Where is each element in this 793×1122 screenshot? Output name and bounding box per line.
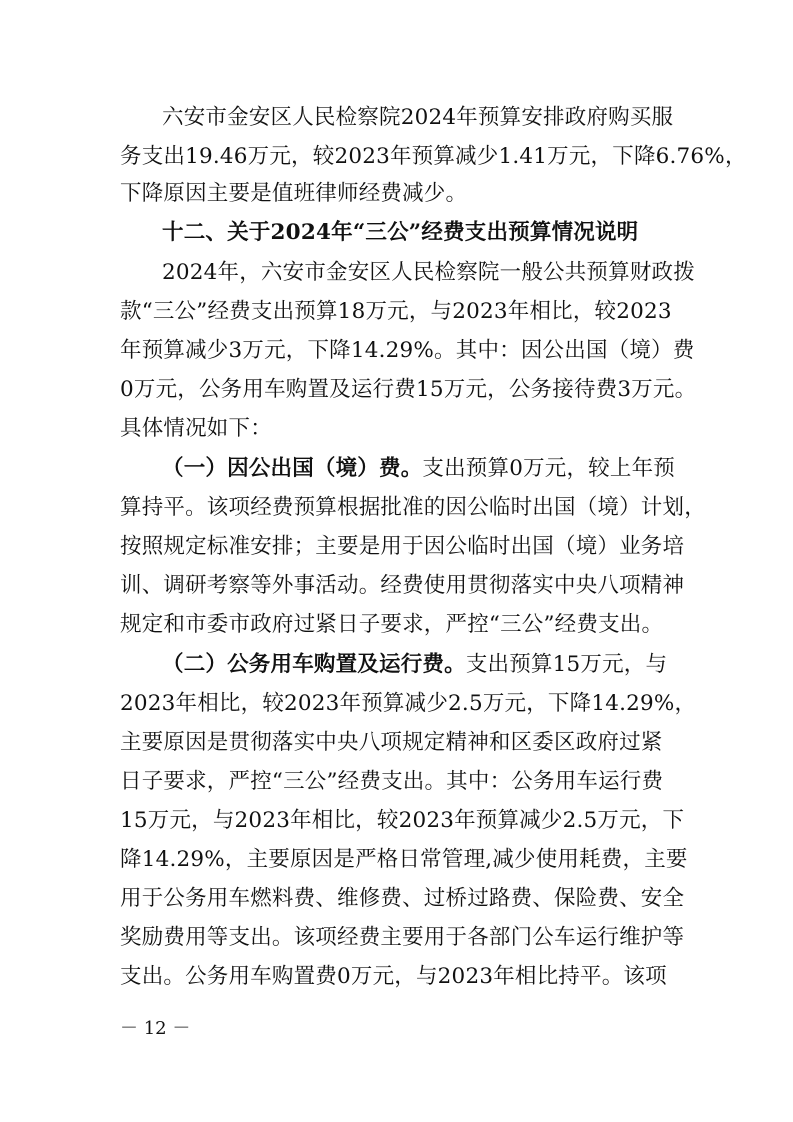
paragraph-line (162, 648, 722, 682)
paragraph-line: 0万元，公务用车购置及运行费15万元，公务接待费3万元。 (120, 377, 697, 402)
paragraph-line: 用于公务用车燃料费、维修费、过桥过路费、保险费、安全 (120, 886, 685, 911)
paragraph-line: 15万元，与2023年相比，较2023年预算减少2.5万元，下 (120, 808, 685, 833)
paragraph-line: 2024年，六安市金安区人民检察院一般公共预算财政拨 (162, 260, 695, 285)
paragraph-line (162, 452, 722, 486)
paragraph-text: 支出预算15万元，与 (465, 652, 668, 677)
subsection-heading: （二）公务用车购置及运行费。 (162, 652, 466, 677)
paragraph-text: 支出预算0万元，较上年预 (422, 456, 675, 481)
subsection-heading: （一）因公出国（境）费。 (162, 456, 423, 481)
paragraph-line: 2023年相比，较2023年预算减少2.5万元，下降14.29%， (120, 691, 697, 716)
section-heading: 十二、关于2024年“三公”经费支出预算情况说明 (162, 220, 639, 245)
paragraph-line: 主要原因是贯彻落实中央八项规定精神和区委区政府过紧 (120, 730, 663, 755)
paragraph-line: 下降原因主要是值班律师经费减少。 (120, 181, 468, 206)
paragraph-line: 款“三公”经费支出预算18万元，与2023年相比，较2023 (120, 299, 672, 324)
page-number: － 12 － (120, 1018, 191, 1039)
paragraph-line: 务支出19.46万元，较2023年预算减少1.41万元，下降6.76%， (120, 144, 747, 169)
paragraph-line: 六安市金安区人民检察院2024年预算安排政府购买服 (162, 105, 674, 130)
paragraph-line: 规定和市委市政府过紧日子要求，严控“三公”经费支出。 (120, 612, 664, 637)
paragraph-line: 奖励费用等支出。该项经费主要用于各部门公车运行维护等 (120, 925, 685, 950)
paragraph-line: 降14.29%，主要原因是严格日常管理,减少使用耗费，主要 (120, 847, 688, 872)
paragraph-line: 算持平。该项经费预算根据批准的因公临时出国（境）计划， (120, 495, 706, 520)
paragraph-line: 年预算减少3万元，下降14.29%。其中：因公出国（境）费 (120, 338, 695, 363)
paragraph-line: 按照规定标准安排；主要是用于因公临时出国（境）业务培 (120, 534, 685, 559)
paragraph-line: 日子要求，严控“三公”经费支出。其中：公务用车运行费 (120, 769, 664, 794)
paragraph-line: 具体情况如下： (120, 416, 272, 441)
paragraph-line: 训、调研考察等外事活动。经费使用贯彻落实中央八项精神 (120, 573, 685, 598)
paragraph-line: 支出。公务用车购置费0万元，与2023年相比持平。该项 (120, 964, 667, 989)
